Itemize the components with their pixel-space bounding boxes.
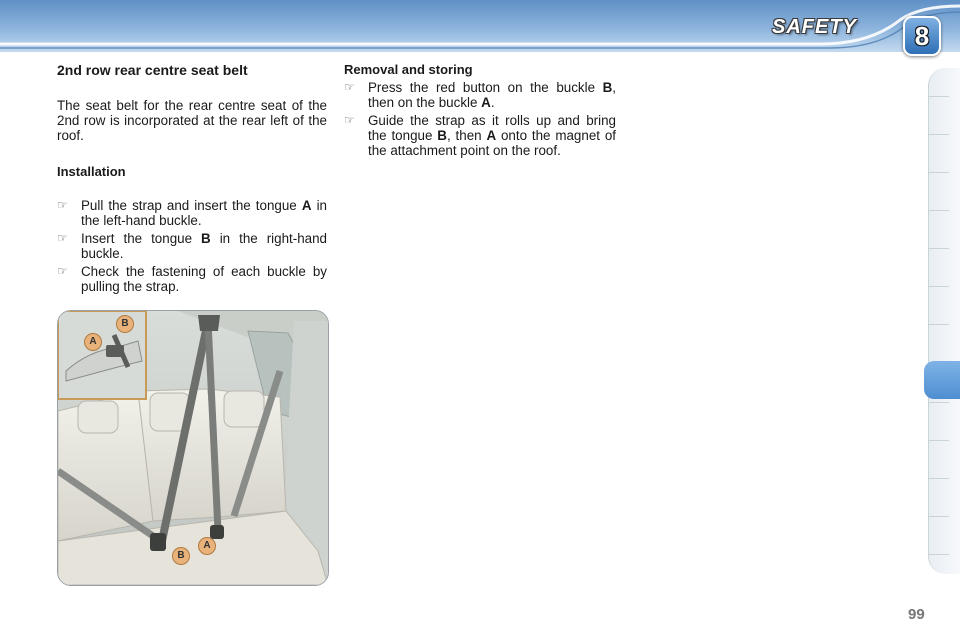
seat-belt-illustration bbox=[57, 310, 329, 586]
tab-divider bbox=[929, 324, 949, 325]
tab-divider bbox=[929, 402, 949, 403]
tab-divider bbox=[929, 210, 949, 211]
label-badge: B bbox=[172, 547, 190, 565]
installation-step: ☞ Check the fastening of each buckle by pulling the strap. bbox=[57, 264, 327, 294]
tab-divider bbox=[929, 286, 949, 287]
pointing-hand-icon: ☞ bbox=[344, 80, 355, 94]
intro-paragraph: The seat belt for the rear centre seat of the 2nd row is incorporated at the rear left of the roof. bbox=[57, 98, 327, 143]
removal-step: ☞ Press the red button on the buckle B, then on the buckle A. bbox=[344, 80, 616, 110]
pointing-hand-icon: ☞ bbox=[57, 198, 68, 212]
tab-divider bbox=[929, 440, 949, 441]
pointing-hand-icon: ☞ bbox=[57, 231, 68, 245]
pointing-hand-icon: ☞ bbox=[57, 264, 68, 278]
installation-heading: Installation bbox=[57, 164, 126, 179]
tab-divider bbox=[929, 516, 949, 517]
installation-step: ☞ Pull the strap and insert the tongue A in the left-hand buckle. bbox=[57, 198, 327, 228]
tab-divider bbox=[929, 96, 949, 97]
chapter-number-badge[interactable]: 8 bbox=[903, 16, 941, 56]
chapter-tab-strip bbox=[928, 68, 960, 574]
installation-step: ☞ Insert the tongue B in the right-hand buckle. bbox=[57, 231, 327, 261]
pointing-hand-icon: ☞ bbox=[344, 113, 355, 127]
label-badge: A bbox=[198, 537, 216, 555]
chapter-title: SAFETY bbox=[772, 16, 857, 38]
tab-divider bbox=[929, 134, 949, 135]
left-column bbox=[57, 62, 327, 294]
tab-divider bbox=[929, 554, 949, 555]
tab-divider bbox=[929, 478, 949, 479]
page-number: 99 bbox=[908, 606, 925, 623]
removal-step: ☞ Guide the strap as it rolls up and bring the tongue B, then A onto the magnet of the attachment point on the roof. bbox=[344, 113, 617, 158]
removal-heading: Removal and storing bbox=[344, 62, 473, 77]
section-title: 2nd row rear centre seat belt bbox=[57, 62, 248, 78]
label-badge: A bbox=[84, 333, 102, 351]
chapter-tab-active[interactable] bbox=[924, 361, 960, 399]
tab-divider bbox=[929, 248, 949, 249]
right-column bbox=[344, 62, 616, 158]
rear-seat-drawing bbox=[58, 311, 328, 585]
tab-divider bbox=[929, 172, 949, 173]
label-badge: B bbox=[116, 315, 134, 333]
